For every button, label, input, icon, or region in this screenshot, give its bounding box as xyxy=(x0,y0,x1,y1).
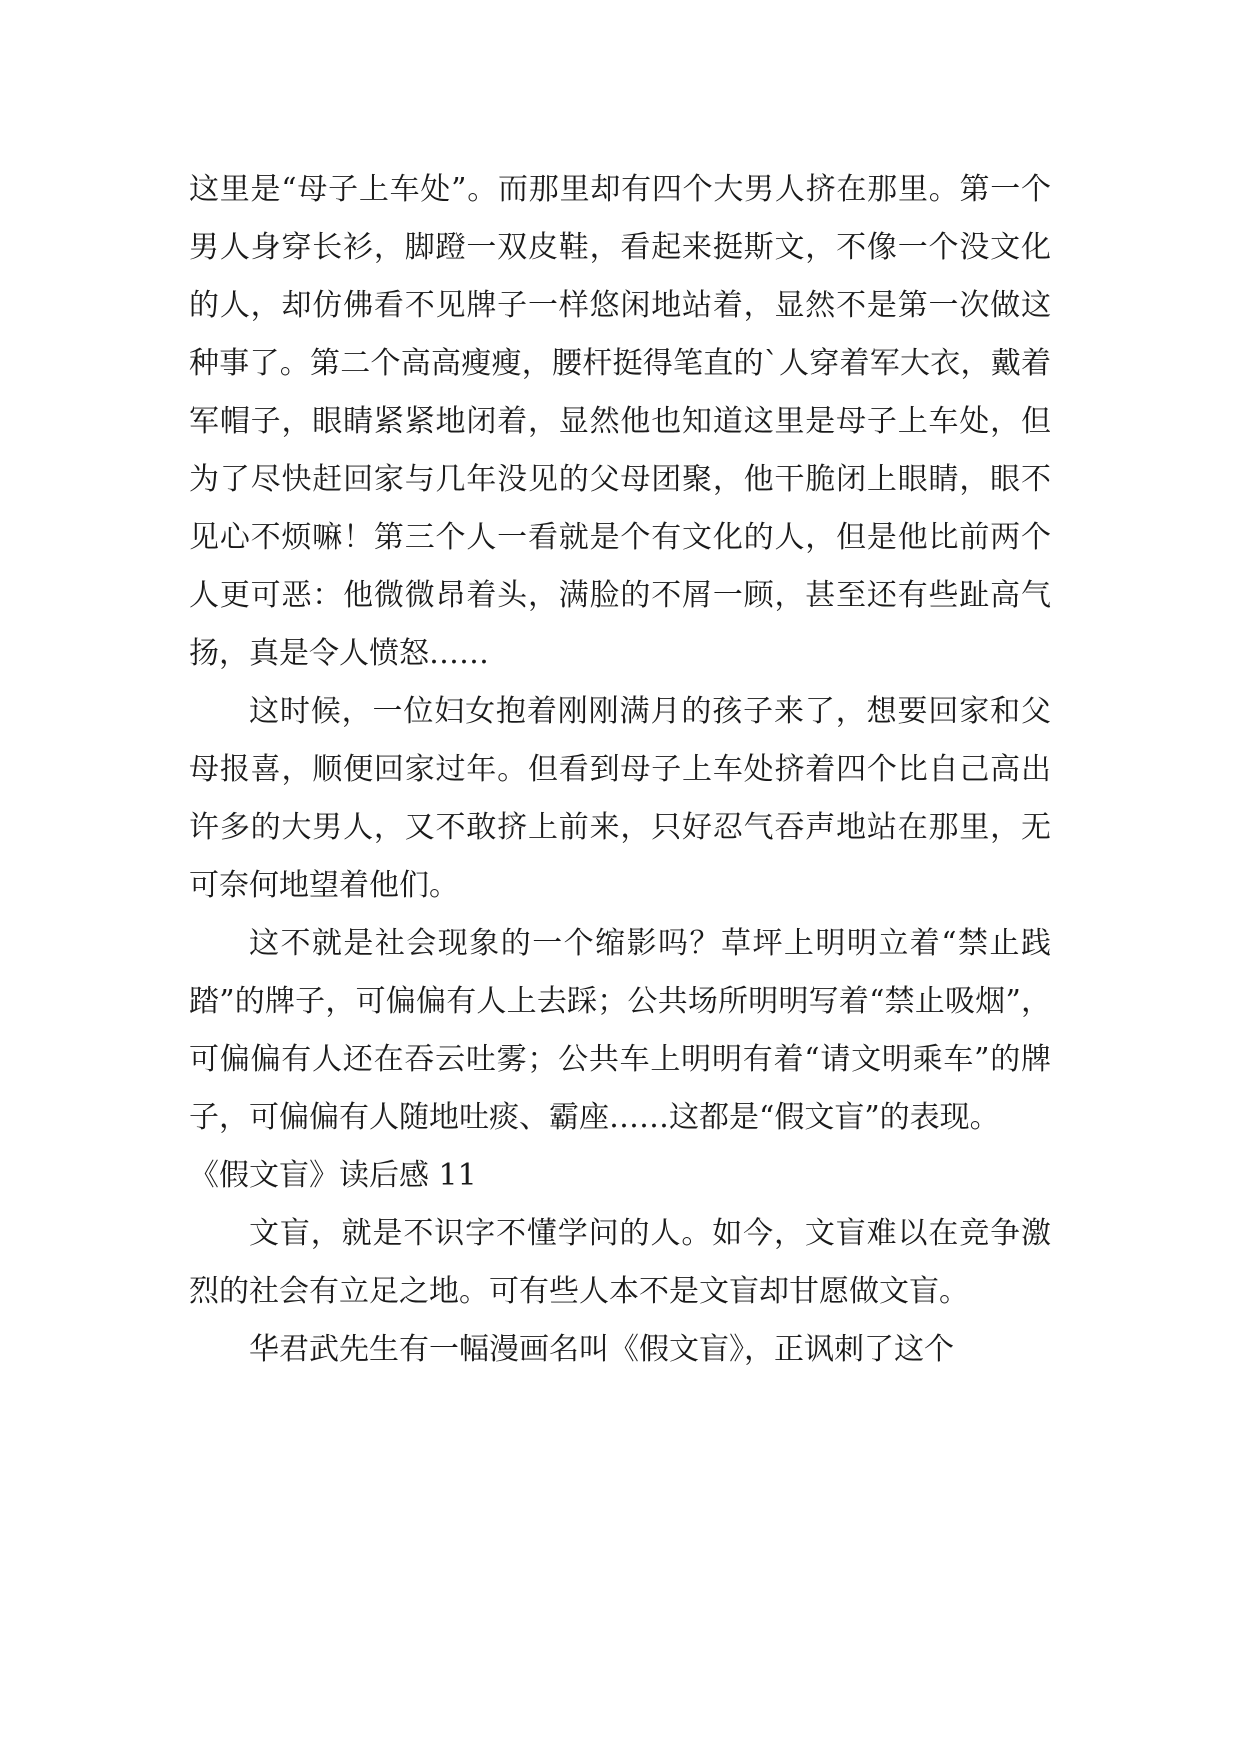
paragraph-2: 这时候，一位妇女抱着刚刚满月的孩子来了，想要回家和父母报喜，顺便回家过年。但看到母子上车处挤着四个比自己高出许多的大男人，又不敢挤上前来，只好忍气吞声地站在那里，无可奈何地望着他们。 xyxy=(189,694,1051,903)
paragraph-1: 这里是“母子上车处”。而那里却有四个大男人挤在那里。第一个男人身穿长衫，脚蹬一双皮鞋，看起来挺斯文，不像一个没文化的人，却仿佛看不见牌子一样悠闲地站着，显然不是第一次做这种事了。第二个高高瘦瘦，腰杆挺得笔直的`人穿着军大衣，戴着军帽子，眼睛紧紧地闭着，显然他也知道这里是母子上车处，但为了尽快赶回家与几年没见的父母团聚，他干脆闭上眼睛，眼不见心不烦嘛！第三个人一看就是个有文化的人，但是他比前两个人更可恶：他微微昂着头，满脸的不屑一顾，甚至还有些趾高气扬，真是令人愤怒…… xyxy=(189,172,1051,671)
section-title: 《假文盲》读后感 11 xyxy=(189,1158,477,1193)
section-paragraph-2: 华君武先生有一幅漫画名叫《假文盲》，正讽刺了这个 xyxy=(249,1332,954,1367)
section-paragraph-1: 文盲，就是不识字不懂学问的人。如今，文盲难以在竞争激烈的社会有立足之地。可有些人本不是文盲却甘愿做文盲。 xyxy=(189,1216,1051,1309)
paragraph-3: 这不就是社会现象的一个缩影吗？草坪上明明立着“禁止践踏”的牌子，可偏偏有人上去踩；公共场所明明写着“禁止吸烟”，可偏偏有人还在吞云吐雾；公共车上明明有着“请文明乘车”的牌子，可偏偏有人随地吐痰、霸座……这都是“假文盲”的表现。 xyxy=(189,926,1051,1135)
document-body xyxy=(189,161,1051,1379)
